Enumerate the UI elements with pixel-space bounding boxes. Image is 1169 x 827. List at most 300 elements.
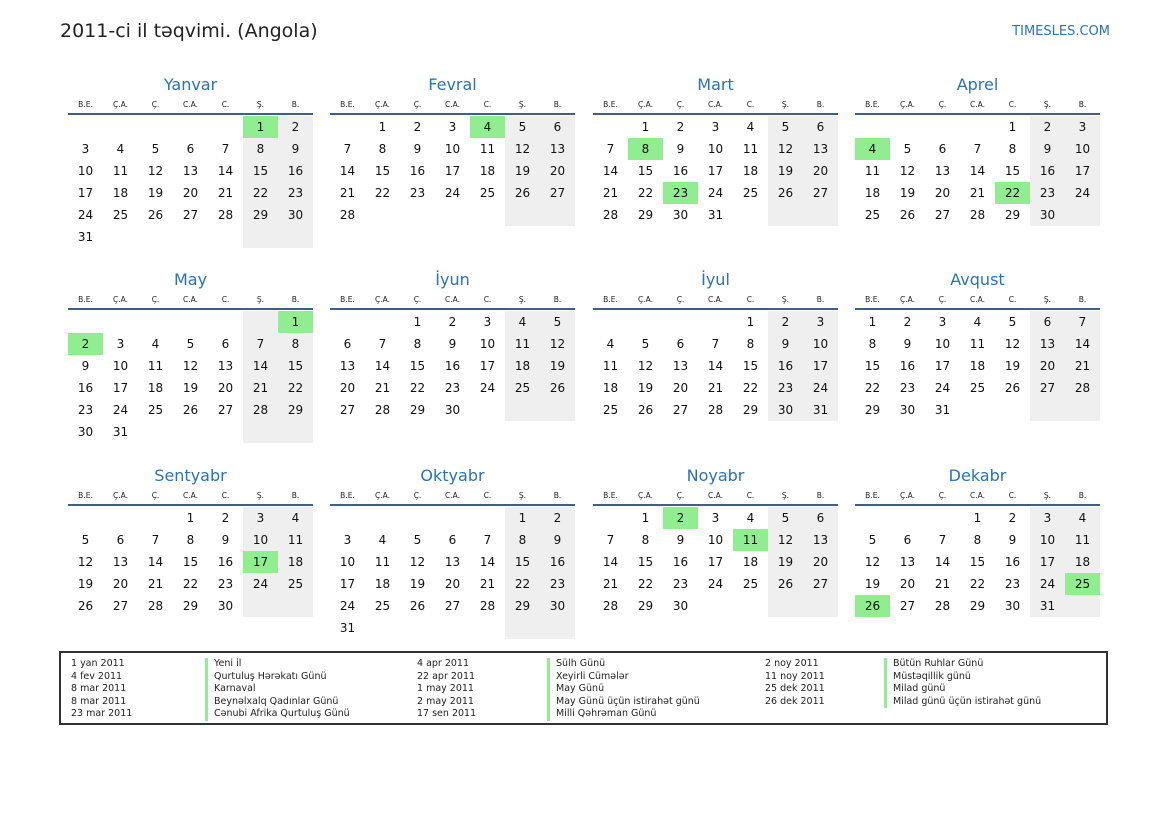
month-11 bbox=[593, 465, 838, 617]
day-cell: 30 bbox=[278, 204, 313, 226]
legend-holiday-name: Milli Qəhrəman Günü bbox=[547, 708, 700, 721]
day-cell: 6 bbox=[186, 142, 195, 156]
day-cell: 1 bbox=[641, 120, 650, 134]
day-cell: 14 bbox=[339, 164, 356, 178]
legend-holiday-name: Qurtuluş Hərəkatı Günü bbox=[205, 671, 350, 684]
day-cell: 24 bbox=[707, 577, 724, 591]
empty-cell bbox=[1065, 595, 1100, 617]
day-cell: 12 bbox=[899, 164, 916, 178]
day-cell: 26 bbox=[768, 573, 803, 595]
day-cell: 13 bbox=[803, 529, 838, 551]
legend-date: 8 mar 2011 bbox=[71, 695, 127, 707]
weekday-header bbox=[330, 292, 575, 307]
weekday-label: Ç. bbox=[938, 491, 947, 500]
day-cell: 15 bbox=[409, 359, 426, 373]
day-cell: 19 bbox=[899, 186, 916, 200]
weekday-label: B.E. bbox=[78, 491, 93, 500]
month-name: Yanvar bbox=[163, 75, 218, 94]
day-cell: 28 bbox=[374, 403, 391, 417]
weekday-label: Ç.A. bbox=[899, 491, 915, 500]
day-cell: 15 bbox=[182, 555, 199, 569]
legend-date: 25 dek 2011 bbox=[765, 683, 825, 695]
weekday-label: Ç.A. bbox=[374, 100, 390, 109]
day-cell: 30 bbox=[899, 403, 916, 417]
day-cell: 10 bbox=[339, 555, 356, 569]
day-cell: 14 bbox=[479, 555, 496, 569]
empty-cell bbox=[138, 421, 173, 443]
day-cell: 13 bbox=[1030, 333, 1065, 355]
day-cell: 22 bbox=[409, 381, 426, 395]
day-cell: 13 bbox=[217, 359, 234, 373]
day-cell: 23 bbox=[77, 403, 94, 417]
empty-cell bbox=[470, 617, 505, 639]
day-cell: 18 bbox=[742, 164, 759, 178]
day-cell: 11 bbox=[864, 164, 881, 178]
day-cell: 5 bbox=[903, 142, 912, 156]
empty-cell bbox=[330, 507, 365, 529]
day-cell: 26 bbox=[182, 403, 199, 417]
day-cell: 15 bbox=[637, 555, 654, 569]
weekday-label: C.A. bbox=[444, 295, 460, 304]
weekday-header bbox=[855, 488, 1100, 503]
weekday-label: C.A. bbox=[444, 491, 460, 500]
day-cell: 19 bbox=[505, 160, 540, 182]
weekday-label: C. bbox=[221, 100, 230, 109]
day-cell: 23 bbox=[899, 381, 916, 395]
header-rule bbox=[855, 113, 1100, 115]
day-grid bbox=[593, 116, 838, 226]
day-cell: 7 bbox=[1065, 311, 1100, 333]
day-cell: 16 bbox=[217, 555, 234, 569]
day-cell: 14 bbox=[147, 555, 164, 569]
empty-cell bbox=[768, 595, 803, 617]
day-cell: 20 bbox=[540, 160, 575, 182]
day-cell: 12 bbox=[768, 138, 803, 160]
day-cell: 7 bbox=[343, 142, 352, 156]
day-cell: 2 bbox=[1030, 116, 1065, 138]
weekday-label: Ş. bbox=[1043, 491, 1052, 500]
weekday-label: Ç.A. bbox=[374, 491, 390, 500]
weekday-label: B.E. bbox=[603, 100, 618, 109]
day-cell: 26 bbox=[899, 208, 916, 222]
empty-cell bbox=[698, 311, 733, 333]
month-name: Mart bbox=[697, 75, 734, 94]
day-cell: 14 bbox=[243, 355, 278, 377]
day-grid bbox=[330, 311, 575, 421]
weekday-label: C.A. bbox=[969, 491, 985, 500]
day-cell: 6 bbox=[803, 116, 838, 138]
empty-cell bbox=[330, 311, 365, 333]
legend-date: 11 noy 2011 bbox=[765, 670, 825, 682]
day-cell: 24 bbox=[1065, 182, 1100, 204]
day-cell: 17 bbox=[803, 355, 838, 377]
day-cell: 14 bbox=[602, 555, 619, 569]
day-cell: 27 bbox=[339, 403, 356, 417]
weekday-label: C. bbox=[1008, 491, 1017, 500]
day-cell: 12 bbox=[864, 555, 881, 569]
day-cell: 7 bbox=[151, 533, 160, 547]
day-cell: 6 bbox=[221, 337, 230, 351]
empty-cell bbox=[173, 311, 208, 333]
day-cell: 20 bbox=[934, 186, 951, 200]
weekday-label: B. bbox=[291, 100, 300, 109]
day-cell: 29 bbox=[637, 208, 654, 222]
day-cell: 23 bbox=[217, 577, 234, 591]
legend-date: 1 yan 2011 bbox=[71, 658, 125, 669]
day-cell: 8 bbox=[973, 533, 982, 547]
day-cell: 14 bbox=[969, 164, 986, 178]
weekday-label: C.A. bbox=[969, 100, 985, 109]
weekday-label: B. bbox=[553, 295, 562, 304]
legend-holiday-name: Cənubi Afrika Qurtuluş Günü bbox=[205, 708, 350, 721]
weekday-label: C. bbox=[1008, 100, 1017, 109]
day-cell: 17 bbox=[934, 359, 951, 373]
empty-cell bbox=[505, 617, 540, 639]
day-cell: 8 bbox=[746, 337, 755, 351]
weekday-label: B.E. bbox=[603, 295, 618, 304]
day-cell: 22 bbox=[505, 573, 540, 595]
weekday-label: Ç. bbox=[938, 100, 947, 109]
day-cell: 13 bbox=[540, 138, 575, 160]
day-cell: 10 bbox=[707, 142, 724, 156]
day-cell: 21 bbox=[934, 577, 951, 591]
empty-cell bbox=[68, 507, 103, 529]
weekday-header bbox=[68, 97, 313, 112]
weekday-label: C. bbox=[746, 295, 755, 304]
day-cell: 11 bbox=[505, 333, 540, 355]
empty-cell bbox=[103, 226, 138, 248]
day-cell: 28 bbox=[602, 208, 619, 222]
day-cell: 20 bbox=[217, 381, 234, 395]
day-cell: 23 bbox=[278, 182, 313, 204]
day-cell: 27 bbox=[1030, 377, 1065, 399]
day-cell: 7 bbox=[483, 533, 492, 547]
day-cell: 9 bbox=[676, 142, 685, 156]
site-link[interactable]: TIMESLES.COM bbox=[1012, 24, 1110, 39]
day-cell: 3 bbox=[81, 142, 90, 156]
day-cell: 5 bbox=[81, 533, 90, 547]
day-cell: 6 bbox=[540, 116, 575, 138]
legend-names-col-3 bbox=[885, 658, 1041, 708]
day-cell: 27 bbox=[803, 573, 838, 595]
day-cell: 9 bbox=[81, 359, 90, 373]
day-cell: 1 bbox=[186, 511, 195, 525]
empty-cell bbox=[803, 595, 838, 617]
day-cell: 30 bbox=[77, 425, 94, 439]
day-grid bbox=[330, 507, 575, 639]
legend-date: 2 may 2011 bbox=[417, 695, 474, 707]
header-rule bbox=[330, 113, 575, 115]
legend-dates-col-1 bbox=[71, 658, 132, 721]
empty-cell bbox=[995, 399, 1030, 421]
day-cell: 22 bbox=[374, 186, 391, 200]
legend-holiday-name: Sülh Günü bbox=[547, 658, 700, 671]
month-name: Dekabr bbox=[948, 466, 1007, 485]
weekday-label: Ş. bbox=[256, 100, 265, 109]
day-cell: 22 bbox=[182, 577, 199, 591]
day-cell: 6 bbox=[938, 142, 947, 156]
day-cell: 28 bbox=[339, 208, 356, 222]
empty-cell bbox=[505, 204, 540, 226]
day-cell: 8 bbox=[505, 529, 540, 551]
weekday-label: Ş. bbox=[781, 100, 790, 109]
day-cell: 24 bbox=[112, 403, 129, 417]
day-cell: 8 bbox=[413, 337, 422, 351]
day-cell: 2 bbox=[676, 120, 685, 134]
day-cell: 18 bbox=[1065, 551, 1100, 573]
day-cell: 12 bbox=[768, 529, 803, 551]
day-cell: 15 bbox=[374, 164, 391, 178]
day-cell: 9 bbox=[278, 138, 313, 160]
day-cell: 31 bbox=[112, 425, 129, 439]
day-cell: 7 bbox=[938, 533, 947, 547]
day-cell: 17 bbox=[1030, 551, 1065, 573]
day-cell: 17 bbox=[339, 577, 356, 591]
day-cell: 11 bbox=[733, 529, 768, 551]
day-grid bbox=[855, 311, 1100, 421]
empty-cell bbox=[1030, 399, 1065, 421]
legend-date: 4 apr 2011 bbox=[417, 658, 470, 669]
day-grid bbox=[68, 507, 313, 617]
weekday-label: B.E. bbox=[865, 100, 880, 109]
day-cell: 1 bbox=[243, 116, 278, 138]
day-cell: 21 bbox=[479, 577, 496, 591]
day-cell: 22 bbox=[243, 182, 278, 204]
day-cell: 25 bbox=[969, 381, 986, 395]
day-cell: 2 bbox=[768, 311, 803, 333]
weekday-header bbox=[330, 97, 575, 112]
empty-cell bbox=[138, 507, 173, 529]
day-cell: 14 bbox=[934, 555, 951, 569]
day-cell: 7 bbox=[221, 142, 230, 156]
weekday-label: Ş. bbox=[518, 295, 527, 304]
day-cell: 22 bbox=[969, 577, 986, 591]
day-cell: 28 bbox=[602, 599, 619, 613]
day-cell: 8 bbox=[243, 138, 278, 160]
weekday-header bbox=[593, 488, 838, 503]
day-cell: 11 bbox=[969, 337, 986, 351]
day-cell: 26 bbox=[77, 599, 94, 613]
day-cell: 24 bbox=[1030, 573, 1065, 595]
day-cell: 18 bbox=[479, 164, 496, 178]
day-cell: 9 bbox=[768, 333, 803, 355]
day-cell: 10 bbox=[1065, 138, 1100, 160]
weekday-header bbox=[330, 488, 575, 503]
weekday-label: C.A. bbox=[707, 295, 723, 304]
empty-cell bbox=[890, 507, 925, 529]
day-cell: 23 bbox=[663, 182, 698, 204]
day-cell: 6 bbox=[343, 337, 352, 351]
day-cell: 5 bbox=[768, 507, 803, 529]
day-cell: 19 bbox=[768, 551, 803, 573]
weekday-label: B. bbox=[291, 491, 300, 500]
empty-cell bbox=[628, 311, 663, 333]
day-cell: 2 bbox=[221, 511, 230, 525]
day-cell: 26 bbox=[768, 182, 803, 204]
day-cell: 21 bbox=[1065, 355, 1100, 377]
day-cell: 12 bbox=[505, 138, 540, 160]
weekday-label: Ş. bbox=[781, 295, 790, 304]
day-cell: 20 bbox=[803, 551, 838, 573]
empty-cell bbox=[208, 226, 243, 248]
weekday-label: Ş. bbox=[518, 491, 527, 500]
weekday-label: B. bbox=[1078, 295, 1087, 304]
legend-date: 4 fev 2011 bbox=[71, 670, 123, 682]
day-cell: 7 bbox=[973, 142, 982, 156]
day-cell: 9 bbox=[903, 337, 912, 351]
day-cell: 25 bbox=[147, 403, 164, 417]
day-cell: 20 bbox=[444, 577, 461, 591]
day-cell: 25 bbox=[742, 186, 759, 200]
day-cell: 5 bbox=[151, 142, 160, 156]
day-cell: 12 bbox=[409, 555, 426, 569]
empty-cell bbox=[1065, 399, 1100, 421]
day-cell: 23 bbox=[768, 377, 803, 399]
day-cell: 29 bbox=[742, 403, 759, 417]
day-cell: 25 bbox=[864, 208, 881, 222]
day-cell: 2 bbox=[540, 507, 575, 529]
day-cell: 16 bbox=[1030, 160, 1065, 182]
day-cell: 25 bbox=[742, 577, 759, 591]
empty-cell bbox=[173, 421, 208, 443]
day-cell: 3 bbox=[1065, 116, 1100, 138]
day-cell: 19 bbox=[409, 577, 426, 591]
day-cell: 16 bbox=[1004, 555, 1021, 569]
empty-cell bbox=[365, 204, 400, 226]
day-cell: 3 bbox=[448, 120, 457, 134]
day-cell: 31 bbox=[339, 621, 356, 635]
day-cell: 15 bbox=[1004, 164, 1021, 178]
day-cell: 19 bbox=[147, 186, 164, 200]
weekday-label: C.A. bbox=[707, 100, 723, 109]
day-cell: 26 bbox=[409, 599, 426, 613]
day-cell: 28 bbox=[217, 208, 234, 222]
day-cell: 1 bbox=[746, 315, 755, 329]
empty-cell bbox=[435, 617, 470, 639]
header-rule bbox=[68, 308, 313, 310]
legend-date: 17 sen 2011 bbox=[417, 708, 477, 720]
day-cell: 25 bbox=[505, 377, 540, 399]
weekday-label: Ç. bbox=[938, 295, 947, 304]
empty-cell bbox=[208, 421, 243, 443]
day-cell: 18 bbox=[505, 355, 540, 377]
day-cell: 2 bbox=[68, 333, 103, 355]
day-cell: 13 bbox=[112, 555, 129, 569]
day-cell: 5 bbox=[505, 116, 540, 138]
weekday-header bbox=[68, 292, 313, 307]
header-rule bbox=[593, 308, 838, 310]
empty-cell bbox=[278, 226, 313, 248]
day-cell: 25 bbox=[278, 573, 313, 595]
weekday-label: B. bbox=[816, 100, 825, 109]
day-cell: 29 bbox=[1004, 208, 1021, 222]
day-cell: 31 bbox=[1030, 595, 1065, 617]
day-cell: 9 bbox=[1008, 533, 1017, 547]
day-cell: 27 bbox=[444, 599, 461, 613]
weekday-label: B. bbox=[553, 100, 562, 109]
day-cell: 4 bbox=[151, 337, 160, 351]
weekday-label: Ç.A. bbox=[899, 295, 915, 304]
empty-cell bbox=[138, 311, 173, 333]
month-6 bbox=[330, 269, 575, 421]
day-cell: 10 bbox=[243, 529, 278, 551]
weekday-label: C.A. bbox=[182, 100, 198, 109]
empty-cell bbox=[768, 204, 803, 226]
empty-cell bbox=[890, 116, 925, 138]
day-cell: 22 bbox=[637, 577, 654, 591]
legend-dates-col-3 bbox=[765, 658, 825, 708]
month-name: Sentyabr bbox=[154, 466, 227, 485]
day-cell: 30 bbox=[540, 595, 575, 617]
day-cell: 21 bbox=[217, 186, 234, 200]
day-cell: 31 bbox=[934, 403, 951, 417]
day-cell: 23 bbox=[672, 577, 689, 591]
month-1 bbox=[68, 74, 313, 248]
page-title: 2011-ci il təqvimi. (Angola) bbox=[60, 20, 318, 42]
day-cell: 27 bbox=[803, 182, 838, 204]
day-cell: 1 bbox=[973, 511, 982, 525]
day-cell: 7 bbox=[606, 142, 615, 156]
empty-cell bbox=[103, 116, 138, 138]
weekday-label: C. bbox=[746, 100, 755, 109]
weekday-label: Ç. bbox=[151, 491, 160, 500]
day-cell: 8 bbox=[628, 138, 663, 160]
day-cell: 14 bbox=[217, 164, 234, 178]
weekday-label: C.A. bbox=[182, 491, 198, 500]
day-cell: 5 bbox=[186, 337, 195, 351]
day-cell: 17 bbox=[707, 164, 724, 178]
empty-cell bbox=[540, 617, 575, 639]
empty-cell bbox=[435, 204, 470, 226]
day-cell: 25 bbox=[1065, 573, 1100, 595]
day-cell: 18 bbox=[864, 186, 881, 200]
day-cell: 6 bbox=[803, 507, 838, 529]
weekday-label: Ş. bbox=[1043, 295, 1052, 304]
empty-cell bbox=[470, 204, 505, 226]
day-cell: 3 bbox=[116, 337, 125, 351]
day-cell: 24 bbox=[339, 599, 356, 613]
empty-cell bbox=[733, 595, 768, 617]
empty-cell bbox=[593, 507, 628, 529]
day-cell: 3 bbox=[803, 311, 838, 333]
empty-cell bbox=[663, 311, 698, 333]
day-cell: 15 bbox=[505, 551, 540, 573]
month-name: İyul bbox=[701, 270, 730, 289]
day-cell: 6 bbox=[676, 337, 685, 351]
day-cell: 4 bbox=[278, 507, 313, 529]
weekday-label: Ç.A. bbox=[374, 295, 390, 304]
empty-cell bbox=[208, 116, 243, 138]
day-cell: 27 bbox=[217, 403, 234, 417]
day-cell: 3 bbox=[343, 533, 352, 547]
day-cell: 29 bbox=[409, 403, 426, 417]
legend-date: 26 dek 2011 bbox=[765, 695, 825, 707]
weekday-label: B.E. bbox=[78, 295, 93, 304]
day-cell: 13 bbox=[339, 359, 356, 373]
day-cell: 30 bbox=[672, 599, 689, 613]
day-cell: 4 bbox=[973, 315, 982, 329]
weekday-label: C.A. bbox=[707, 491, 723, 500]
day-cell: 8 bbox=[378, 142, 387, 156]
day-cell: 20 bbox=[672, 381, 689, 395]
day-cell: 8 bbox=[868, 337, 877, 351]
empty-cell bbox=[243, 226, 278, 248]
day-cell: 10 bbox=[803, 333, 838, 355]
day-cell: 26 bbox=[637, 403, 654, 417]
day-cell: 18 bbox=[602, 381, 619, 395]
day-cell: 6 bbox=[1030, 311, 1065, 333]
day-cell: 16 bbox=[672, 555, 689, 569]
